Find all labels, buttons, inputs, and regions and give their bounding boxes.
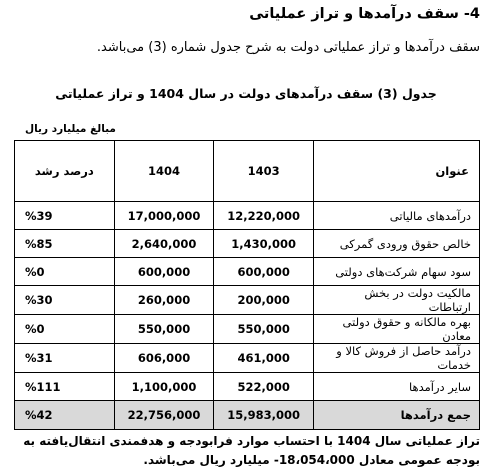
row-1404: 606,000 [114, 344, 214, 373]
row-title: درآمدهای مالیاتی [314, 202, 480, 230]
row-1404: 550,000 [114, 315, 214, 344]
row-1403: 200,000 [214, 286, 314, 315]
row-title: سود سهام شرکت‌های دولتی [314, 258, 480, 286]
revenue-table [14, 140, 480, 430]
total-1403: 15,983,000 [214, 401, 314, 430]
row-1404: 17,000,000 [114, 202, 214, 230]
table-row [15, 258, 480, 286]
row-growth: %30 [15, 286, 115, 315]
row-1403: 550,000 [214, 315, 314, 344]
row-title: سایر درآمدها [314, 373, 480, 401]
table-row [15, 373, 480, 401]
operational-balance-note: تراز عملیاتی سال 1404 با احتساب موارد فرابودجه و هدفمندی انتقال‌یافته به بودجه عمومی معادل 18،054،000- میلیارد ریال می‌باشد. [23, 434, 480, 467]
table-row [15, 286, 480, 315]
row-1403: 12,220,000 [214, 202, 314, 230]
header-1403: 1403 [214, 141, 314, 202]
unit-note: مبالغ میلیارد ریال [25, 123, 116, 135]
table-total-row [15, 401, 480, 430]
row-1403: 600,000 [214, 258, 314, 286]
header-growth: درصد رشد [15, 141, 115, 202]
row-1404: 2,640,000 [114, 230, 214, 258]
row-growth: %85 [15, 230, 115, 258]
row-title: مالکیت دولت در بخش ارتباطات [314, 286, 480, 315]
total-1404: 22,756,000 [114, 401, 214, 430]
row-1404: 1,100,000 [114, 373, 214, 401]
table-header-row [15, 141, 480, 202]
table-row [15, 202, 480, 230]
row-growth: %39 [15, 202, 115, 230]
header-1404: 1404 [114, 141, 214, 202]
row-1404: 260,000 [114, 286, 214, 315]
table-caption: جدول (3) سقف درآمدهای دولت در سال 1404 و تراز عملیاتی [55, 86, 437, 101]
row-growth: %31 [15, 344, 115, 373]
row-1404: 600,000 [114, 258, 214, 286]
row-growth: %111 [15, 373, 115, 401]
row-1403: 1,430,000 [214, 230, 314, 258]
total-growth: %42 [15, 401, 115, 430]
row-1403: 461,000 [214, 344, 314, 373]
table-row [15, 315, 480, 344]
table-row [15, 344, 480, 373]
row-title: درآمد حاصل از فروش کالا و خدمات [314, 344, 480, 373]
total-title: جمع درآمدها [314, 401, 480, 430]
intro-paragraph: سقف درآمدها و تراز عملیاتی دولت به شرح جدول شماره (3) می‌باشد. [96, 40, 480, 55]
row-growth: %0 [15, 315, 115, 344]
section-heading: 4- سقف درآمدها و تراز عملیاتی [249, 6, 480, 22]
table-row [15, 230, 480, 258]
row-growth: %0 [15, 258, 115, 286]
header-title: عنوان [314, 141, 480, 202]
row-1403: 522,000 [214, 373, 314, 401]
row-title: بهره مالکانه و حقوق دولتی معادن [314, 315, 480, 344]
row-title: خالص حقوق ورودی گمرکی [314, 230, 480, 258]
